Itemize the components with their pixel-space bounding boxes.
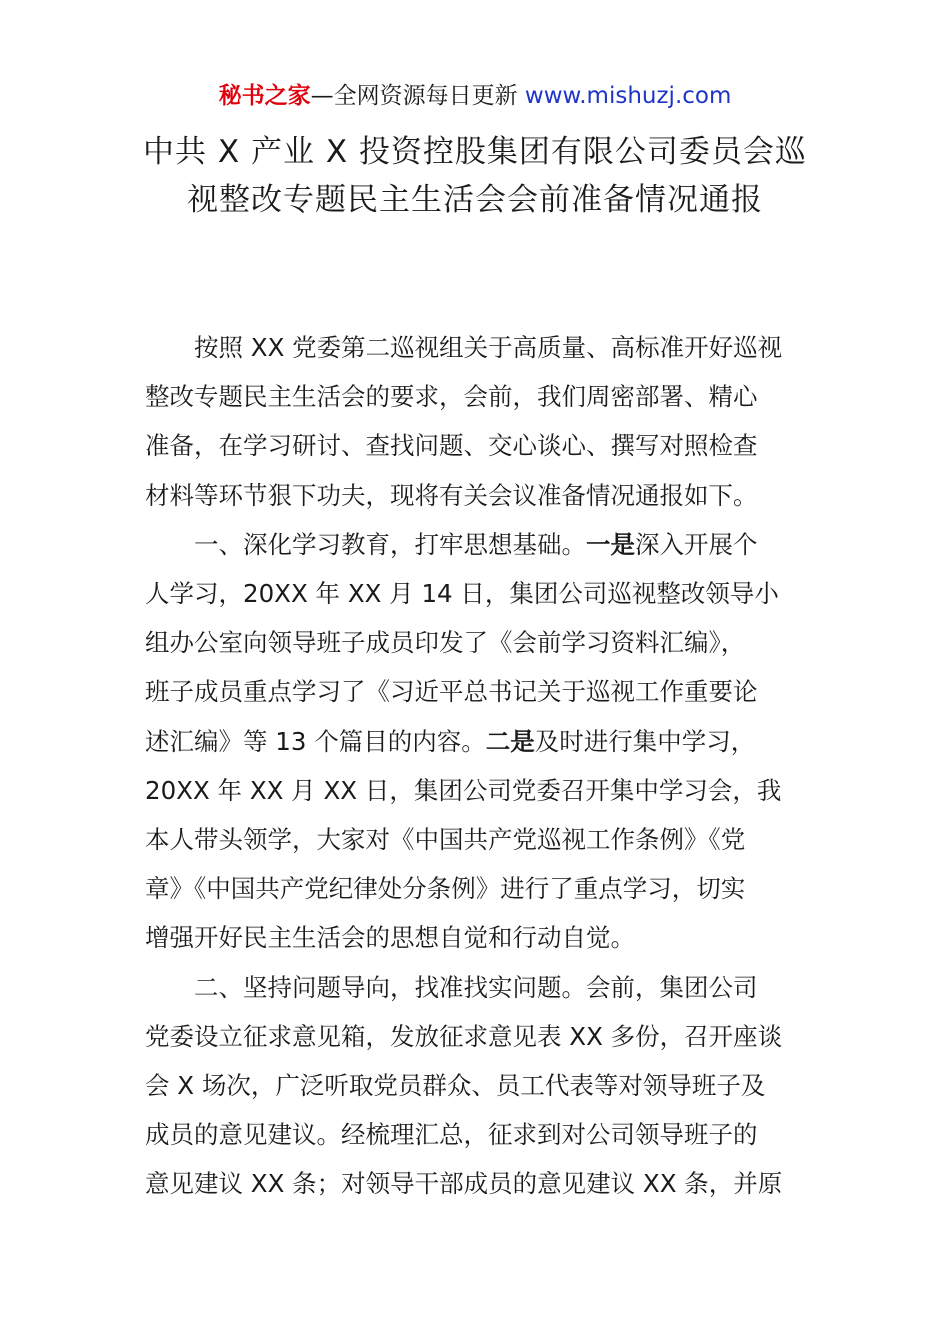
text-line: 材料等环节狠下功夫，现将有关会议准备情况通报如下。 bbox=[145, 480, 758, 510]
title-line-1: 中共 X 产业 X 投资控股集团有限公司委员会巡 bbox=[143, 134, 807, 170]
text-line: 二、坚持问题导向，找准找实问题。会前，集团公司 bbox=[194, 972, 758, 1002]
section-heading: 一、深化学习教育，打牢思想基础。 bbox=[194, 529, 586, 559]
text-segment: 及时进行集中学习， bbox=[534, 726, 756, 756]
text-segment: 述汇编》等 13 个篇目的内容。 bbox=[145, 726, 486, 756]
header-tagline: —全网资源每日更新 bbox=[310, 83, 525, 109]
site-url-link[interactable]: www.mishuzj.com bbox=[524, 83, 732, 109]
text-line: 意见建议 XX 条；对领导干部成员的意见建议 XX 条，并原 bbox=[145, 1169, 783, 1199]
brand-name: 秘书之家 bbox=[218, 83, 311, 109]
document-body bbox=[145, 323, 809, 1209]
paragraph-intro bbox=[145, 323, 809, 520]
text-line: 会 X 场次，广泛听取党员群众、员工代表等对领导班子及 bbox=[145, 1071, 766, 1101]
emphasis-first: 一是 bbox=[586, 529, 635, 559]
paragraph-section-2 bbox=[145, 963, 809, 1209]
site-header bbox=[0, 80, 950, 112]
text-line: 整改专题民主生活会的要求，会前，我们周密部署、精心 bbox=[145, 382, 758, 412]
text-line: 20XX 年 XX 月 XX 日，集团公司党委召开集中学习会，我 bbox=[145, 775, 782, 805]
document-title bbox=[0, 128, 950, 224]
text-line: 增强开好民主生活会的思想自觉和行动自觉。 bbox=[145, 923, 635, 953]
text-line: 准备，在学习研讨、查找问题、交心谈心、撰写对照检查 bbox=[145, 431, 758, 461]
text-line: 班子成员重点学习了《习近平总书记关于巡视工作重要论 bbox=[145, 677, 758, 707]
text-line: 本人带头领学，大家对《中国共产党巡视工作条例》《党 bbox=[145, 825, 746, 855]
text-line bbox=[145, 520, 809, 569]
text-line: 章》《中国共产党纪律处分条例》进行了重点学习，切实 bbox=[145, 874, 746, 904]
text-segment: 深入开展个 bbox=[635, 529, 758, 559]
text-line bbox=[145, 717, 809, 766]
text-line: 成员的意见建议。经梳理汇总，征求到对公司领导班子的 bbox=[145, 1120, 758, 1150]
text-line: 按照 XX 党委第二巡视组关于高质量、高标准开好巡视 bbox=[194, 333, 783, 362]
emphasis-second: 二是 bbox=[485, 726, 535, 756]
paragraph-section-1 bbox=[145, 520, 809, 963]
text-line: 人学习，20XX 年 XX 月 14 日，集团公司巡视整改领导小 bbox=[145, 579, 779, 609]
text-line: 党委设立征求意见箱，发放征求意见表 XX 多份，召开座谈 bbox=[145, 1021, 783, 1051]
title-line-2: 视整改专题民主生活会会前准备情况通报 bbox=[187, 182, 763, 218]
text-line: 组办公室向领导班子成员印发了《会前学习资料汇编》， bbox=[145, 628, 746, 658]
